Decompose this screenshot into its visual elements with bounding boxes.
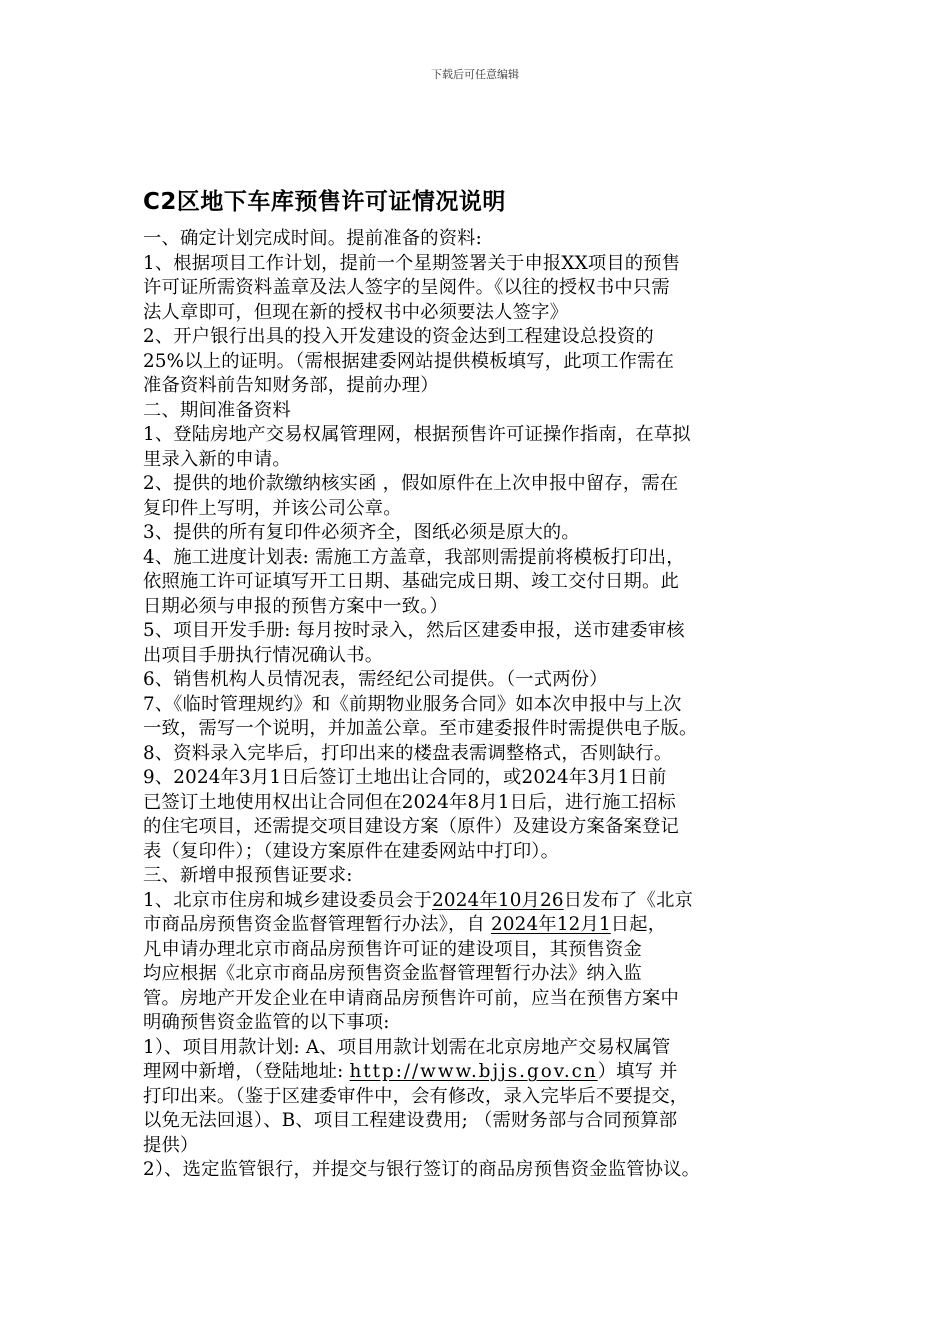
paragraph-line [143, 889, 823, 914]
text-span: 1、北京市住房和城乡建设委员会于 [143, 889, 433, 911]
text-span: 日发布了《北京 [563, 889, 694, 911]
paragraph-line: 明确预售资金监管的以下事项: [143, 1012, 390, 1033]
paragraph-line: 已签订土地使用权出让合同但在2024年8月1日后，进行施工招标 [143, 791, 677, 813]
page-header-note: 下载后可任意编辑 [431, 68, 519, 81]
text-span: 市商品房预售资金监督管理暂行办法》，自 [143, 914, 492, 935]
paragraph-line: 管。房地产开发企业在申请商品房预售许可前，应当在预售方案中 [143, 987, 679, 1009]
paragraph-line: 提供） [143, 1134, 199, 1156]
text-span: 理网中新增，（登陆地址: [143, 1061, 350, 1082]
paragraph-line [143, 913, 823, 938]
paragraph-line: 出项目手册执行情况确认书。 [143, 644, 384, 666]
paragraph-line: 法人章即可，但现在新的授权书中必须要法人签字》 [143, 301, 569, 323]
document-title: C2区地下车库预售许可证情况说明 [143, 189, 506, 215]
paragraph-line: 9、2024年3月1日后签订土地出让合同的，或2024年3月1日前 [143, 767, 667, 788]
paragraph-line: 3、提供的所有复印件必须齐全，图纸必须是原大的。 [143, 522, 580, 543]
paragraph-line [143, 1060, 823, 1085]
paragraph-line: 表（复印件）；（建设方案原件在建委网站中打印）。 [143, 840, 560, 862]
paragraph-line: 准备资料前告知财务部，提前办理） [143, 375, 439, 396]
website-link[interactable]: http://www.bjjs.gov.cn [349, 1061, 598, 1082]
paragraph-line: 8、资料录入完毕后，打印出来的楼盘表需调整格式，否则缺行。 [143, 742, 673, 764]
section-3-heading: 三、新增申报预售证要求: [143, 865, 353, 886]
paragraph-line: 以免无法回退）、B、项目工程建设费用; （需财务部与合同预算部 [143, 1110, 678, 1131]
underlined-date: 2024年12月1 [491, 914, 611, 935]
paragraph-line: 均应根据《北京市商品房预售资金监督管理暂行办法》纳入监 [143, 963, 642, 984]
paragraph-line: 一致，需写一个说明，并加盖公章。至市建委报件时需提供电子版。 [143, 718, 698, 739]
underlined-date: 2024年10月26 [432, 889, 564, 911]
paragraph-line: 打印出来。（鉴于区建委审件中，会有修改，录入完毕后不要提交， [143, 1085, 689, 1107]
paragraph-line: 1）、项目用款计划: A、项目用款计划需在北京房地产交易权属管 [143, 1036, 671, 1058]
paragraph-line: 1、登陆房地产交易权属管理网，根据预售许可证操作指南，在草拟 [143, 424, 691, 445]
paragraph-line: 依照施工许可证填写开工日期、基础完成日期、竣工交付日期。此 [143, 571, 679, 592]
paragraph-line: 日期必须与申报的预售方案中一致。） [143, 595, 449, 617]
paragraph-line: 5、项目开发手册: 每月按时录入，然后区建委申报，送市建委审核 [143, 620, 685, 641]
paragraph-line: 25%以上的证明。（需根据建委网站提供模板填写，此项工作需在 [143, 350, 675, 372]
paragraph-line: 凡申请办理北京市商品房预售许可证的建设项目，其预售资金 [143, 938, 642, 960]
paragraph-line: 6、销售机构人员情况表，需经纪公司提供。（一式两份） [143, 669, 608, 690]
paragraph-line: 2、开户银行出具的投入开发建设的资金达到工程建设总投资的 [143, 326, 654, 347]
section-1-heading: 一、确定计划完成时间。提前准备的资料: [143, 228, 483, 249]
paragraph-line: 4、施工进度计划表: 需施工方盖章，我部则需提前将模板打印出， [143, 546, 685, 568]
paragraph-line: 的住宅项目，还需提交项目建设方案（原件）及建设方案备案登记 [143, 816, 679, 837]
paragraph-line: 复印件上写明，并该公司公章。 [143, 497, 402, 519]
paragraph-line: 1、根据项目工作计划，提前一个星期签署关于申报XX项目的预售 [143, 252, 681, 274]
text-span: ）填写 并 [597, 1061, 678, 1082]
document-body [143, 227, 823, 1183]
paragraph-line: 7、《临时管理规约》和《前期物业服务合同》如本次申报中与上次 [143, 693, 682, 715]
text-span: 日起， [610, 914, 667, 935]
paragraph-line: 2、提供的地价款缴纳核实函 ，假如原件在上次申报中留存，需在 [143, 473, 679, 494]
paragraph-line: 2）、选定监管银行，并提交与银行签订的商品房预售资金监管协议。 [143, 1159, 701, 1180]
section-2-heading: 二、期间准备资料 [143, 399, 291, 421]
paragraph-line: 里录入新的申请。 [143, 448, 291, 470]
paragraph-line: 许可证所需资料盖章及法人签字的呈阅件。《以往的授权书中只需 [143, 277, 670, 298]
